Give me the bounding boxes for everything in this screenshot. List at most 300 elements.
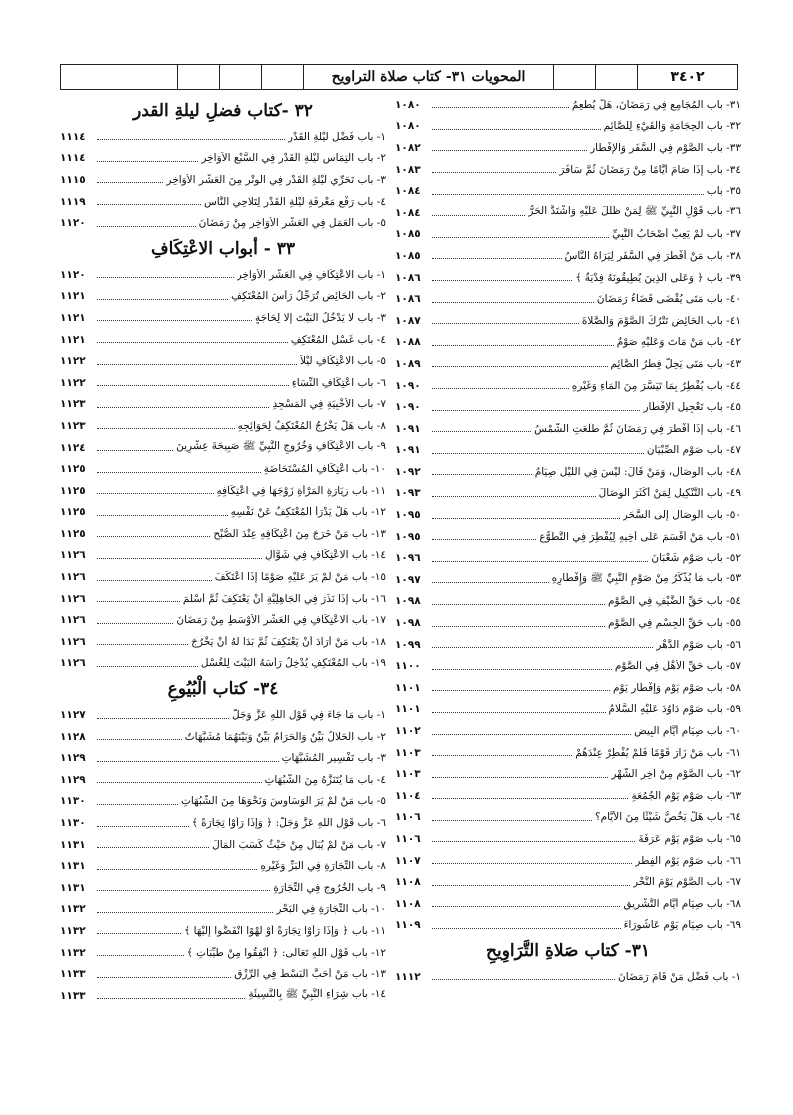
toc-entry (60, 653, 386, 675)
entry-page-number: ١٠٩٠ (395, 379, 421, 392)
dot-leader (97, 182, 163, 183)
entry-page-number: ١١١٤ (60, 130, 86, 143)
toc-entry (395, 547, 741, 569)
dot-leader (432, 647, 653, 648)
toc-entry (395, 915, 741, 937)
entry-title: ١٥- باب مَنْ لَمْ يَرَ عَلَيْهِ صَوْمًا إِذَا اعْتَكَفَ (214, 571, 386, 584)
entry-page-number: ١٠٨٦ (395, 293, 421, 306)
entry-page-number: ١١٣١ (60, 838, 86, 851)
toc-column-right (395, 94, 741, 988)
entry-title: ٣٧- باب لَمْ يَعِبْ أَصْحَابُ النَّبِيِّ (612, 228, 741, 241)
dot-leader (432, 777, 608, 778)
dot-leader (97, 277, 234, 278)
entry-title: ٦٤- باب هَلْ يَخُصُّ شَيْئًا مِنَ الأَيَّامِ؟ (595, 811, 741, 824)
entry-title: ٦٣- باب صَوْمِ يَوْمِ الْجُمُعَةِ (631, 789, 741, 802)
dot-leader (97, 450, 173, 451)
entry-page-number: ١١٣١ (60, 881, 86, 894)
dot-leader (432, 928, 621, 929)
entry-title: ١- باب مَا جَاءَ فِي قَوْلِ اللَّهِ عَزَّ وَجَلَّ (232, 709, 386, 722)
dot-leader (432, 258, 562, 259)
dot-leader (97, 782, 262, 783)
toc-entry (395, 267, 741, 289)
entry-page-number: ١٠٨٥ (395, 228, 421, 241)
entry-title: ٨- باب التِّجَارَةِ فِي الْبَزِّ وَغَيْرِهِ (260, 860, 386, 873)
entry-page-number: ١١٣١ (60, 860, 86, 873)
entry-title: ٣٢- باب الْحِجَامَةِ وَالْقَيْءِ لِلصَّائِمِ (603, 120, 741, 133)
entry-page-number: ١١٢٠ (60, 217, 86, 230)
dot-leader (432, 410, 640, 411)
toc-entry (395, 807, 741, 829)
entry-title: ٥٨- باب صَوْمِ يَوْمٍ وَإِفْطَارِ يَوْمٍ (613, 681, 741, 694)
entry-title: ١٨- باب مَنْ أَرَادَ أَنْ يَعْتَكِفَ ثُمَّ بَدَا لَهُ أَنْ يَخْرُجَ (191, 635, 386, 648)
entry-title: ٤٠- باب مَتَى يُقْضَى قَضَاءُ رَمَضَانَ (596, 293, 741, 306)
entry-title: ١٩- باب الْمُعْتَكِفِ يُدْخِلُ رَأْسَهُ الْبَيْتَ لِلْغُسْلِ (200, 657, 386, 670)
toc-entry (60, 963, 386, 985)
entry-title: ٥٣- باب مَا يُذْكَرُ مِنْ صَوْمِ النَّبِيِّ ﷺ وَإِفْطَارِهِ (551, 572, 741, 585)
toc-entry (395, 634, 741, 656)
toc-entry (60, 877, 386, 899)
dot-leader (432, 820, 592, 821)
dot-leader (97, 826, 189, 827)
toc-entry (395, 591, 741, 613)
dot-leader (97, 580, 212, 581)
entry-title: ٣٨- باب مَنْ أَفْطَرَ فِي السَّفَرِ لِيَرَاهُ النَّاسُ (564, 249, 741, 262)
entry-title: ٣٤- باب إِذَا صَامَ أَيَّامًا مِنْ رَمَضَانَ ثُمَّ سَافَرَ (559, 163, 741, 176)
header-blank-cell (261, 65, 303, 89)
entry-page-number: ١١٣٢ (60, 903, 86, 916)
entry-title: ١٤- باب الاعْتِكَافِ فِي شَوَّالٍ (265, 549, 386, 562)
entry-page-number: ١١٢٦ (60, 614, 86, 627)
dot-leader (432, 366, 608, 367)
toc-entry (60, 212, 386, 234)
entry-title: ٤٨- باب الْوِصَالِ، وَمَنْ قَالَ: لَيْسَ فِي اللَّيْلِ صِيَامٌ (534, 465, 741, 478)
entry-title: ٥٩- باب صَوْمِ دَاوُدَ عَلَيْهِ السَّلامُ (608, 703, 741, 716)
entry-title: ٣٦- باب قَوْلِ النَّبِيِّ ﷺ لِمَنْ ظُلِّلَ عَلَيْهِ وَاشْتَدَّ الْحَرُّ (528, 205, 741, 218)
entry-title: ٥٧- باب حَقِّ الأَهْلِ فِي الصَّوْمِ (614, 660, 741, 673)
toc-entry (395, 893, 741, 915)
entry-page-number: ١٠٩٠ (395, 401, 421, 414)
dot-leader (97, 847, 209, 848)
toc-entry (60, 502, 386, 524)
dot-leader (97, 385, 289, 386)
section-heading: ٣٢ -كتاب فضلِ ليلةِ القدر (133, 101, 313, 121)
toc-entry (60, 264, 386, 286)
entry-title: ١٤- باب شِرَاءِ النَّبِيِّ ﷺ بِالنَّسِيئَةِ (248, 988, 386, 1001)
entry-title: ٦- باب اعْتِكَافِ النِّسَاءِ (291, 376, 386, 389)
entry-page-number: ١١٠٠ (395, 660, 421, 673)
dot-leader (432, 518, 620, 519)
toc-entry (60, 286, 386, 308)
entry-title: ٦٥- باب صَوْمِ يَوْمِ عَرَفَةَ (638, 832, 741, 845)
dot-leader (432, 280, 572, 281)
entry-title: ١- باب الاعْتِكَافِ فِي الْعَشْرِ الأَوَاخِرِ (236, 268, 386, 281)
toc-entry (395, 483, 741, 505)
toc-entry (60, 631, 386, 653)
entry-page-number: ١٠٩٨ (395, 617, 421, 630)
dot-leader (97, 515, 228, 516)
dot-leader (432, 194, 704, 195)
toc-column-left (60, 94, 386, 1007)
entry-page-number: ١١٢٨ (60, 730, 86, 743)
entry-page-number: ١١٣٠ (60, 795, 86, 808)
dot-leader (432, 345, 614, 346)
entry-page-number: ١٠٩٨ (395, 595, 421, 608)
toc-entry (60, 394, 386, 416)
dot-leader (97, 739, 182, 740)
entry-page-number: ١١٣٢ (60, 946, 86, 959)
toc-entry (60, 609, 386, 631)
entry-page-number: ١١٠٣ (395, 746, 421, 759)
dot-leader (432, 496, 596, 497)
toc-entry (60, 126, 386, 148)
entry-title: ٥٦- باب صَوْمِ الدَّهْرِ (656, 638, 741, 651)
entry-title: ١٢- باب قَوْلِ اللَّهِ تَعَالَى: ﴿ أَنْفِقُوا مِنْ طَيِّبَاتِ ﴾ (186, 946, 386, 959)
entry-title: ١٠- باب اعْتِكَافِ الْمُسْتَحَاضَةِ (263, 463, 386, 476)
toc-entry (395, 94, 741, 116)
dot-leader (97, 299, 228, 300)
entry-title: ٣- باب تَحَرِّي لَيْلَةِ الْقَدْرِ فِي الْوِتْرِ مِنَ الْعَشْرِ الأَوَاخِرِ (166, 173, 386, 186)
toc-entry (60, 191, 386, 213)
entry-page-number: ١١٠٤ (395, 789, 421, 802)
entry-page-number: ١٠٩١ (395, 444, 421, 457)
toc-entry (60, 148, 386, 170)
entry-title: ٤٥- باب تَعْجِيلِ الإِفْطَارِ (643, 401, 741, 414)
dot-leader (432, 798, 628, 799)
dot-leader (432, 712, 606, 713)
entry-title: ٢- باب الْحَلالُ بَيِّنٌ وَالْحَرَامُ بَيِّنٌ وَبَيْنَهُمَا مُشَبَّهَاتٌ (184, 730, 386, 743)
dot-leader (432, 841, 635, 842)
toc-entry (395, 310, 741, 332)
dot-leader (97, 493, 214, 494)
entry-title: ٤٤- باب يُفْطِرُ بِمَا تَيَسَّرَ مِنَ الْمَاءِ وَغَيْرِهِ (571, 379, 741, 392)
entry-page-number: ١١٠٩ (395, 919, 421, 932)
dot-leader (432, 150, 587, 151)
dot-leader (97, 804, 178, 805)
dot-leader (432, 626, 605, 627)
entry-page-number: ١١٠٨ (395, 876, 421, 889)
toc-entry (395, 742, 741, 764)
entry-page-number: ١١٢٥ (60, 506, 86, 519)
toc-entry (395, 526, 741, 548)
entry-page-number: ١١٠٨ (395, 897, 421, 910)
entry-page-number: ١١٢٦ (60, 571, 86, 584)
section-heading: ٣٤- كتاب الْبُيُوعِ (167, 679, 279, 700)
entry-title: ١٣- باب مَنْ خَرَجَ مِنَ اعْتِكَافِهِ عِنْدَ الصُّبْحِ (213, 527, 386, 540)
entry-page-number: ١١٢١ (60, 290, 86, 303)
entry-page-number: ١١١٢ (395, 970, 421, 983)
entry-page-number: ١٠٩٢ (395, 465, 421, 478)
toc-entry (60, 415, 386, 437)
entry-title: ٩- باب الاعْتِكَافِ وَخُرُوجِ النَّبِيِّ ﷺ صَبِيحَةَ عِشْرِينَ (176, 440, 386, 453)
page-number: ٣٤٠٢ (637, 65, 737, 89)
entry-page-number: ١٠٨٢ (395, 141, 421, 154)
dot-leader (432, 453, 644, 454)
entry-title: ٦٠- باب صِيَامِ أَيَّامِ الْبِيضِ (634, 725, 741, 738)
entry-page-number: ١١٢٠ (60, 268, 86, 281)
dot-leader (432, 755, 572, 756)
entry-title: ٦٢- باب الصَّوْمِ مِنْ آخِرِ الشَّهْرِ (611, 768, 741, 781)
entry-title: ٤٩- باب التَّنْكِيلِ لِمَنْ أَكْثَرَ الْوِصَالَ (598, 487, 741, 500)
toc-entry (395, 159, 741, 181)
section-heading: ٣٣ - أبواب الاعْتِكَافِ (151, 238, 295, 259)
dot-leader (97, 601, 180, 602)
dot-leader (432, 561, 648, 562)
dot-leader (432, 539, 536, 540)
toc-entry (60, 726, 386, 748)
entry-page-number: ١١٢٩ (60, 773, 86, 786)
dot-leader (432, 215, 525, 216)
toc-entry (60, 855, 386, 877)
running-title: المحويات ٣١- كتاب صلاة التراويح (303, 65, 553, 89)
toc-entry (395, 353, 741, 375)
entry-page-number: ١١٣٣ (60, 989, 86, 1002)
entry-page-number: ١١٢٢ (60, 355, 86, 368)
toc-entry (395, 180, 741, 202)
dot-leader (432, 129, 601, 130)
entry-title: ٤١- باب الْحَائِضِ تَتْرُكُ الصَّوْمَ وَالصَّلاةَ (581, 314, 741, 327)
toc-entry (395, 224, 741, 246)
entry-title: ٦٧- باب الصَّوْمِ يَوْمَ النَّحْرِ (632, 876, 741, 889)
entry-page-number: ١٠٨٧ (395, 314, 421, 327)
entry-page-number: ١٠٨٩ (395, 357, 421, 370)
entry-title: ٤٢- باب مَنْ مَاتَ وَعَلَيْهِ صَوْمٌ (616, 336, 741, 349)
dot-leader (97, 623, 173, 624)
entry-page-number: ١١٠١ (395, 681, 421, 694)
header-blank-cell (61, 65, 177, 89)
entry-title: ٦٦- باب صَوْمِ يَوْمِ الْفِطْرِ (635, 854, 741, 867)
dot-leader (97, 342, 288, 343)
entry-page-number: ١٠٨٤ (395, 185, 421, 198)
entry-title: ٤- باب مَا يُتَنَزَّهُ مِنَ الشُّبُهَاتِ (264, 773, 386, 786)
entry-page-number: ١٠٨٤ (395, 206, 421, 219)
header-blank-cell (219, 65, 261, 89)
entry-page-number: ١١٠٣ (395, 768, 421, 781)
toc-entry (60, 329, 386, 351)
entry-title: ٨- باب هَلْ يَخْرُجُ الْمُعْتَكِفُ لِحَوَائِجِهِ (237, 419, 386, 432)
entry-page-number: ١١١٩ (60, 195, 86, 208)
entry-title: ٥٠- باب الْوِصَالِ إِلَى السَّحَرِ (622, 509, 741, 522)
toc-entry (395, 785, 741, 807)
entry-title: ١٦- باب إِذَا نَذَرَ فِي الْجَاهِلِيَّةِ أَنْ يَعْتَكِفَ ثُمَّ أَسْلَمَ (182, 592, 386, 605)
entry-page-number: ١١٣٢ (60, 924, 86, 937)
dot-leader (432, 172, 556, 173)
entry-title: ٥- باب الْعَمَلِ فِي الْعَشْرِ الأَوَاخِرِ مِنْ رَمَضَانَ (198, 217, 386, 230)
entry-page-number: ١٠٩٩ (395, 638, 421, 651)
toc-entry (395, 375, 741, 397)
entry-title: ٢- باب الْحَائِضِ تُرَجِّلُ رَأْسَ الْمُعْتَكِفِ (231, 290, 386, 303)
toc-entry (395, 202, 741, 224)
toc-entry (395, 763, 741, 785)
entry-page-number: ١١٢٦ (60, 592, 86, 605)
dot-leader (97, 933, 181, 934)
entry-page-number: ١٠٨٥ (395, 249, 421, 262)
header-blank-cell (595, 65, 637, 89)
entry-page-number: ١٠٨٨ (395, 336, 421, 349)
entry-page-number: ١٠٩٣ (395, 487, 421, 500)
toc-entry (60, 791, 386, 813)
toc-entry (60, 588, 386, 610)
dot-leader (432, 863, 632, 864)
dot-leader (97, 912, 273, 913)
entry-title: ٥٤- باب حَقِّ الضَّيْفِ فِي الصَّوْمِ (608, 595, 741, 608)
entry-page-number: ١١٣٣ (60, 968, 86, 981)
toc-entry (395, 288, 741, 310)
entry-title: ٣٩- باب ﴿ وَعَلَى الَّذِينَ يُطِيقُونَهُ فِدْيَةٌ ﴾ (575, 271, 741, 284)
toc-entry (395, 245, 741, 267)
entry-title: ٤- باب رَفْعِ مَعْرِفَةِ لَيْلَةِ الْقَدْرِ لِتَلاحِي النَّاسِ (203, 195, 386, 208)
entry-page-number: ١٠٩٧ (395, 573, 421, 586)
entry-page-number: ١١٢٢ (60, 376, 86, 389)
toc-entry (60, 169, 386, 191)
dot-leader (97, 890, 270, 891)
toc-entry (60, 704, 386, 726)
dot-leader (432, 582, 549, 583)
dot-leader (432, 734, 631, 735)
header-blank-cell (553, 65, 595, 89)
dot-leader (432, 979, 615, 980)
toc-entry (395, 655, 741, 677)
entry-page-number: ١١٢١ (60, 333, 86, 346)
entry-title: ٧- باب مَنْ لَمْ يُبَالِ مِنْ حَيْثُ كَسَبَ الْمَالَ (212, 838, 386, 851)
entry-title: ١٠- باب التِّجَارَةِ فِي الْبَحْرِ (276, 903, 386, 916)
dot-leader (97, 364, 297, 365)
dot-leader (97, 869, 257, 870)
dot-leader (432, 474, 532, 475)
toc-entry (395, 612, 741, 634)
toc-entry (60, 769, 386, 791)
entry-title: ٤٣- باب مَتَى يَحِلُّ فِطْرُ الصَّائِمِ (610, 357, 741, 370)
toc-entry (60, 437, 386, 459)
entry-page-number: ١٠٩١ (395, 422, 421, 435)
toc-entry (395, 850, 741, 872)
entry-title: ٥- باب مَنْ لَمْ يَرَ الْوَسَاوِسَ وَنَحْوَهَا مِنَ الشُّبُهَاتِ (181, 795, 386, 808)
dot-leader (97, 666, 198, 667)
dot-leader (432, 690, 610, 691)
dot-leader (97, 472, 261, 473)
toc-entry (60, 747, 386, 769)
entry-title: ١- باب فَضْلِ مَنْ قَامَ رَمَضَانَ (617, 970, 741, 983)
toc-entry (60, 350, 386, 372)
toc-entry (60, 985, 386, 1007)
dot-leader (97, 204, 201, 205)
toc-entry (60, 307, 386, 329)
entry-title: ٩- باب الْخُرُوجِ فِي التِّجَارَةِ (273, 881, 386, 894)
dot-leader (97, 139, 285, 140)
toc-entry (395, 137, 741, 159)
toc-entry (60, 920, 386, 942)
toc-entry (60, 566, 386, 588)
entry-page-number: ١١٢٣ (60, 398, 86, 411)
entry-title: ١٣- باب مَنْ أَحَبَّ الْبَسْطَ فِي الرِّزْقِ (234, 968, 386, 981)
entry-page-number: ١١٢١ (60, 311, 86, 324)
toc-entry (395, 440, 741, 462)
toc-entry (60, 834, 386, 856)
dot-leader (97, 955, 184, 956)
entry-title: ٥٢- باب صَوْمِ شَعْبَانَ (651, 552, 741, 565)
entry-title: ٥٥- باب حَقِّ الْجِسْمِ فِي الصَّوْمِ (608, 617, 741, 630)
dot-leader (432, 431, 531, 432)
entry-title: ٦- باب قَوْلِ اللَّهِ عَزَّ وَجَلَّ: ﴿ وَإِذَا رَأَوْا تِجَارَةً ﴾ (191, 817, 386, 830)
entry-page-number: ١١٠٦ (395, 811, 421, 824)
entry-page-number: ١١٠١ (395, 703, 421, 716)
entry-title: ٦٨- باب صِيَامِ أَيَّامِ التَّشْرِيقِ (623, 897, 741, 910)
entry-title: ٤- باب غَسْلِ الْمُعْتَكِفِ (290, 333, 386, 346)
entry-page-number: ١١٠٧ (395, 854, 421, 867)
entry-page-number: ١٠٨٠ (395, 98, 421, 111)
toc-entry (395, 720, 741, 742)
entry-page-number: ١٠٨٠ (395, 120, 421, 133)
entry-page-number: ١٠٨٦ (395, 271, 421, 284)
dot-leader (97, 558, 262, 559)
dot-leader (432, 906, 620, 907)
entry-page-number: ١١٢٣ (60, 419, 86, 432)
dot-leader (97, 977, 231, 978)
toc-entry (395, 871, 741, 893)
dot-leader (432, 604, 605, 605)
entry-title: ٣- باب لا يَدْخُلُ الْبَيْتَ إِلا لِحَاجَةٍ (254, 311, 386, 324)
toc-entry (60, 942, 386, 964)
entry-title: ٣٣- باب الصَّوْمِ فِي السَّفَرِ وَالإِفْطَارِ (590, 141, 741, 154)
toc-entry (395, 418, 741, 440)
dot-leader (97, 644, 188, 645)
entry-title: ٦١- باب مَنْ زَارَ قَوْمًا فَلَمْ يُفْطِرْ عِنْدَهُمْ (575, 746, 741, 759)
entry-title: ١٧- باب الاعْتِكَافِ فِي الْعَشْرِ الأَوْسَطِ مِنْ رَمَضَانَ (176, 614, 386, 627)
dot-leader (432, 388, 569, 389)
dot-leader (432, 885, 630, 886)
entry-title: ١١- باب زِيَارَةِ الْمَرْأَةِ زَوْجَهَا فِي اعْتِكَافِهِ (216, 484, 386, 497)
toc-entry (60, 458, 386, 480)
header-blank-cell (177, 65, 219, 89)
toc-entry (395, 396, 741, 418)
toc-entry (395, 828, 741, 850)
entry-page-number: ١١٢٦ (60, 635, 86, 648)
entry-page-number: ١١٢٥ (60, 527, 86, 540)
dot-leader (97, 536, 210, 537)
entry-title: ٤٦- باب إِذَا أَفْطَرَ فِي رَمَضَانَ ثُمَّ طَلَعَتِ الشَّمْسُ (534, 422, 741, 435)
entry-page-number: ١٠٩٥ (395, 509, 421, 522)
entry-title: ١- باب فَضْلِ لَيْلَةِ الْقَدْرِ (287, 130, 386, 143)
entry-title: ٥- باب الاعْتِكَافِ لَيْلاً (299, 355, 386, 368)
entry-page-number: ١١٢٩ (60, 752, 86, 765)
entry-page-number: ١٠٩٥ (395, 530, 421, 543)
entry-page-number: ١١٢٥ (60, 484, 86, 497)
entry-title: ٦٩- باب صِيَامِ يَوْمِ عَاشُورَاءَ (623, 919, 741, 932)
section-heading: ٣١- كتاب صَلاةِ التَّرَاوِيحِ (485, 941, 651, 962)
dot-leader (97, 718, 229, 719)
entry-page-number: ١١٢٦ (60, 549, 86, 562)
entry-title: ٣- باب تَفْسِيرِ الْمُشَبَّهَاتِ (281, 752, 386, 765)
dot-leader (97, 407, 269, 408)
entry-page-number: ١١٠٦ (395, 832, 421, 845)
entry-page-number: ١١٠٢ (395, 725, 421, 738)
toc-entry (395, 966, 741, 988)
entry-title: ٢- باب الْتِمَاسِ لَيْلَةِ الْقَدْرِ فِي السَّبْعِ الأَوَاخِرِ (201, 152, 386, 165)
toc-entry (60, 899, 386, 921)
dot-leader (97, 998, 245, 999)
entry-page-number: ١١٢٧ (60, 709, 86, 722)
toc-entry (395, 116, 741, 138)
toc-entry (395, 699, 741, 721)
entry-page-number: ١١١٤ (60, 152, 86, 165)
toc-entry (60, 480, 386, 502)
toc-entry (395, 461, 741, 483)
entry-title: ٤٧- باب صَوْمِ الصِّبْيَانِ (646, 444, 741, 457)
entry-page-number: ١١٢٥ (60, 463, 86, 476)
page-header (60, 64, 738, 90)
toc-entry (60, 545, 386, 567)
entry-title: ١٢- باب هَلْ يَدْرَأُ الْمُعْتَكِفُ عَنْ نَفْسِهِ (230, 506, 386, 519)
entry-title: ١١- باب ﴿ وَإِذَا رَأَوْا تِجَارَةً أَوْ لَهْوًا انْفَضُّوا إِلَيْهَا ﴾ (184, 924, 386, 937)
